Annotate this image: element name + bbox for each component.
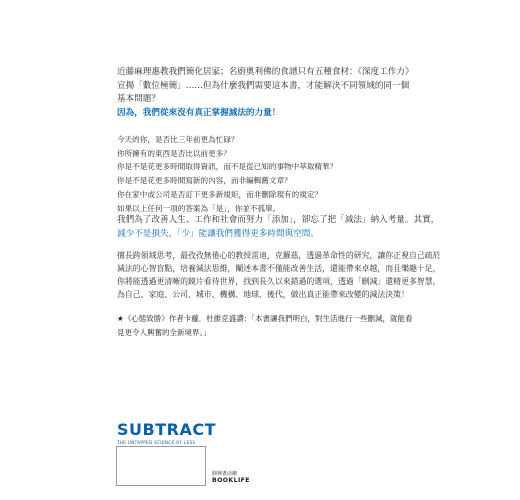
subtraction-paragraph xyxy=(117,214,440,241)
publisher-mark xyxy=(212,471,250,485)
author-line: 為自己、家庭、公司、城市、機構、地球、後代，做出真正能帶來改變的減法決策！ xyxy=(117,289,409,299)
author-line: 擅長跨領域思考，最孜孜無倦心的教授雷迪，克羅茲，透過革命性的研究，讓你正視自己疏於 xyxy=(117,251,441,260)
intro-highlight: 因為，我們從來沒有真正掌握減法的力量！ xyxy=(117,107,281,118)
question-line: 如果以上任何一項的答案為「是」，你並不孤單。 xyxy=(117,203,281,213)
author-paragraph xyxy=(117,250,441,302)
question-line: 你所擁有的東西是否比以前更多？ xyxy=(117,148,231,158)
intro-line: 基本問題？ xyxy=(117,94,160,105)
book-logo xyxy=(117,422,216,445)
publisher-name-en: BOOKLIFE xyxy=(212,477,250,484)
logo-title: SUBTRACT xyxy=(117,420,216,439)
intro-line: 宣揚「數位極簡」……但為什麼我們需要這本書，才能解決不同領域的同一個 xyxy=(117,80,410,91)
quote-line: ★《心態致勝》作者卡蘿．杜維克盛讚：「本書讓我們明白，對生活進行一些刪減，就能看 xyxy=(117,314,413,323)
question-line: 你是不是花更多時間取得資訊，而不是從已知的事物中萃取精華？ xyxy=(117,162,338,172)
endorsement-quote xyxy=(117,312,417,339)
barcode-box xyxy=(116,446,206,486)
question-line: 你是不是花更多時間寫新的內容，而非編輯舊文章？ xyxy=(117,176,292,186)
logo-subtitle: THE UNTAPPED SCIENCE OF LESS xyxy=(117,440,196,445)
author-line: 你將能透過更清晰的鏡片看待世界，找到長久以來錯過的選項，透過「刪減」還精更多智慧， xyxy=(117,276,441,286)
intro-paragraph xyxy=(117,66,417,120)
question-line: 你在家中或公司是否訂下更多新規矩，而非刪除現有的規定？ xyxy=(117,189,323,199)
subtraction-highlight: 減少不是損失，「少」能讓我們獲得更多時間與空間。 xyxy=(117,228,319,239)
subtraction-line: 我們為了改善人生、工作和社會而努力「添加」，卻忘了把「減法」納入考量。其實， xyxy=(117,215,440,225)
intro-line: 近藤麻理惠教我們簡化居家；名廚奧利佛的食譜只有五種食材：《深度工作力》 xyxy=(117,67,414,77)
quote-line: 見更令人興奮的全新境界。」 xyxy=(117,327,211,337)
question-list xyxy=(117,133,417,215)
question-line: 今天的你，是否比三年前更為忙碌？ xyxy=(117,135,239,144)
publisher-name-cn: 圓神書活網 xyxy=(212,471,238,477)
author-line: 減法的心智盲點，培養減法思維，闡述本書不僅能改善生活，還能帶來卓越，而且樂趣十足， xyxy=(117,263,441,273)
